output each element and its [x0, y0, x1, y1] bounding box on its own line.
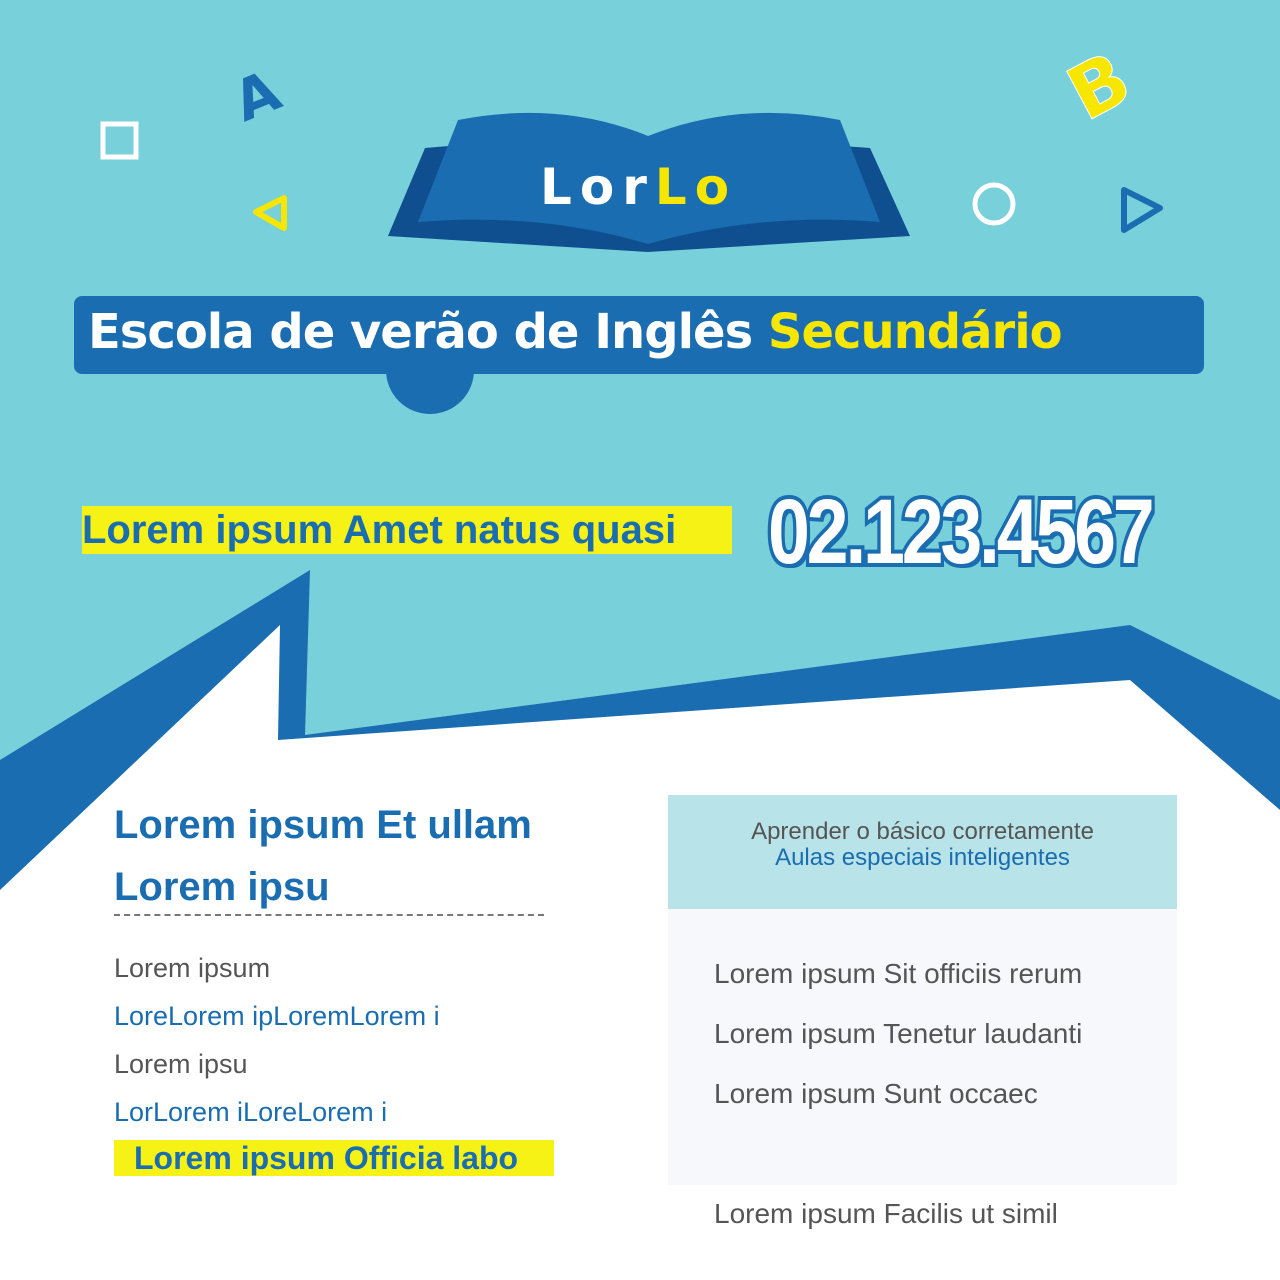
letter-b-icon: B [1054, 35, 1145, 138]
triangle-yellow-icon [256, 198, 284, 228]
page-title [88, 302, 1062, 362]
square-outline-icon [103, 124, 136, 157]
title-main: Escola de verão de Inglês [88, 304, 753, 360]
highlight-text: Lorem ipsum Officia labo [134, 1140, 519, 1176]
left-list [114, 944, 440, 1136]
logo-part1: Lor [540, 158, 655, 216]
card-subtitle: Aprender o básico corretamente [751, 818, 1094, 845]
card-item: Lorem ipsum Sunt occaec [714, 1078, 1038, 1109]
card-list [714, 944, 1082, 1124]
highlight-box [114, 1140, 554, 1176]
card-item: Lorem ipsum Tenetur laudanti [714, 1018, 1083, 1049]
promo-banner [82, 506, 732, 554]
letter-a-icon: A [224, 58, 290, 135]
circle-outline-icon [975, 185, 1013, 223]
card-title: Aulas especiais inteligentes [775, 844, 1070, 871]
logo [540, 158, 738, 216]
card-item: Lorem ipsum Sit officiis rerum [714, 958, 1083, 989]
list-item: Lorem ipsu [114, 1049, 248, 1079]
dashed-divider [114, 914, 544, 916]
section-heading: Lorem ipsum Et ullam Lorem ipsu [114, 803, 532, 909]
title-highlight: Secundário [767, 304, 1062, 360]
list-item: LoreLorem ipLoremLorem i [114, 1001, 440, 1031]
list-item: LorLorem iLoreLorem i [114, 1097, 388, 1127]
card-header [668, 795, 1177, 909]
promo-text: Lorem ipsum Amet natus quasi [82, 508, 677, 552]
triangle-blue-icon [1124, 190, 1160, 230]
list-item: Lorem ipsum [114, 953, 271, 983]
card-footer: Lorem ipsum Facilis ut simil [714, 1198, 1058, 1229]
logo-part2: Lo [654, 158, 738, 216]
phone-number[interactable]: 02.123.4567 [768, 481, 1152, 583]
